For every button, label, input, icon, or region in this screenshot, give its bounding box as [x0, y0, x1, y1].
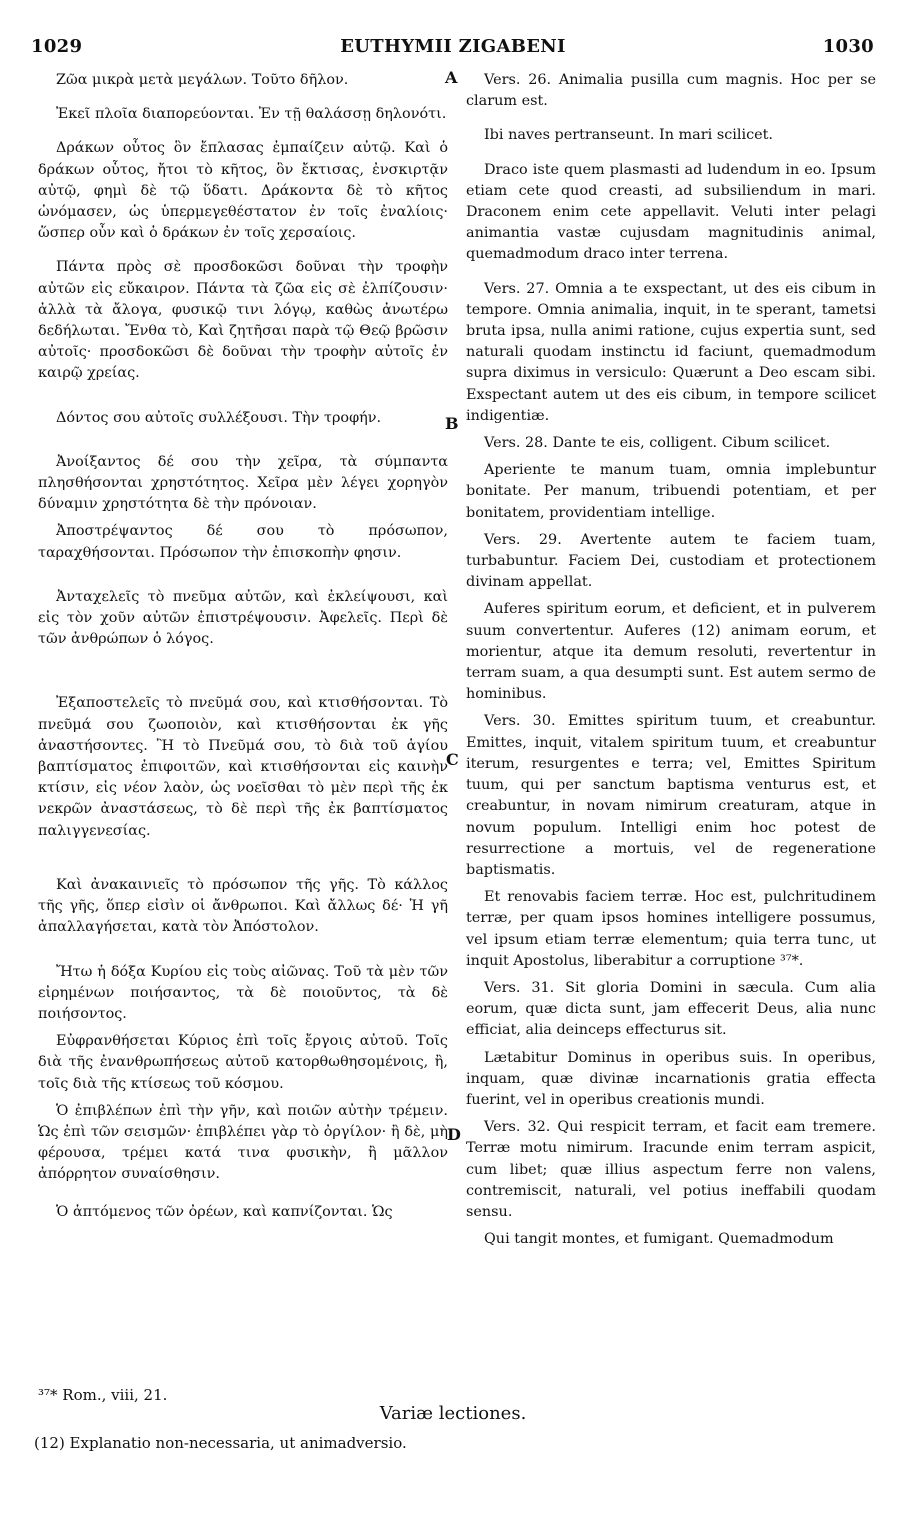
latin-paragraph: Et renovabis faciem terræ. Hoc est, pulchritudinem terræ, per quam ipsos homines intelligere possumus, vel ipsum etiam terræ elementum; quia terra tunc, ut inquit Apostolus, liberabitur a corruptione ³⁷*.: [466, 889, 876, 969]
latin-paragraph: Ibi naves pertranseunt. In mari scilicet.: [484, 127, 774, 144]
greek-paragraph: Ἀνταχελεῖς τὸ πνεῦμα αὐτῶν, καὶ ἐκλείψουσι, καὶ εἰς τὸν χοῦν αὐτῶν ἐπιστρέψουσιν. Ἀφελεῖς. Περὶ δὲ τῶν ἀνθρώπων ὁ λόγος.: [38, 588, 448, 648]
spacer: [38, 577, 448, 587]
page-number-left: 1029: [31, 36, 83, 57]
latin-paragraph: Vers. 31. Sit gloria Domini in sæcula. Cum alia eorum, quæ dicta sunt, jam effecerit Deus, alia nunc efficiat, alia deinceps effecturus sit.: [466, 979, 876, 1039]
greek-paragraph: Ὁ ἐπιβλέπων ἐπὶ τὴν γῆν, καὶ ποιῶν αὐτὴν τρέμειν. Ὡς ἐπὶ τῶν σεισμῶν· ἐπιβλέπει γὰρ τὸ ὀργίλον· ἢ δὲ, μὴ φέρουσα, τρέμει κατά τινα φυσικὴν, ἢ μᾶλλον ἀπόρρητον συναίσθησιν.: [38, 1102, 448, 1183]
greek-paragraph: Ζῶα μικρὰ μετὰ μεγάλων. Τοῦτο δῆλον.: [56, 72, 349, 88]
latin-paragraph: Lætabitur Dominus in operibus suis. In operibus, inquam, quæ divinæ incarnationis gratia effecta fuerint, vel in operibus creationis mundi.: [466, 1049, 876, 1108]
latin-paragraph: Vers. 30. Emittes spiritum tuum, et creabuntur. Emittes, inquit, vitalem spiritum tuum, et creabuntur iterum, resurgentes e terra; vel, Emittes Spiritum tuum, qui per sanctum baptisma venturus est, et creabuntur, in novam nimirum creaturam, atque in novum populum. Intelligi enim hoc potest de resurrectione a mortuis, vel de regeneratione baptismatis.: [466, 713, 876, 878]
latin-paragraph: Aperiente te manum tuam, omnia implebuntur bonitate. Per manum, tribuendi potentiam, et per bonitatem, providentiam intellige.: [466, 462, 876, 521]
latin-paragraph: Vers. 27. Omnia a te exspectant, ut des eis cibum in tempore. Omnia animalia, inquit, in te sperant, tametsi bruta ipsa, nulla animi ratione, cujus expertia sunt, sed naturali quodam instinctu id faciunt, quemadmodum supra diximus in versiculo: Quærunt a Deo escam sibi. Exspectant autem ut des eis cibum, in tempore scilicet indigentiæ.: [466, 280, 876, 424]
greek-paragraph: Ἐξαποστελεῖς τὸ πνεῦμά σου, καὶ κτισθήσονται. Τὸ πνεῦμά σου ζωοποιὸν, καὶ κτισθήσονται ἐκ γῆς ἀναστήσοντες. Ἢ τὸ Πνεῦμά σου, τὸ διὰ τοῦ ἁγίου βαπτίσματος ἐπιφοιτῶν, καὶ κτισθήσονται εἰς καινὴν κτίσιν, εἰς νέον λαὸν, ὡς νοεῖσθαι τὸ μὲν περὶ τῆς ἐκ νεκρῶν ἀναστάσεως, τὸ δὲ περὶ τῆς ἐκ βαπτίσματος παλιγγενεσίας.: [38, 695, 448, 839]
greek-paragraph: Καὶ ἀνακαινιεῖς τὸ πρόσωπον τῆς γῆς. Τὸ κάλλος τῆς γῆς, ὅπερ εἰσὶν οἱ ἄνθρωποι. Καὶ ἄλλως δέ· Ἡ γῆ ἀπαλλαγήσεται, κατὰ τὸν Ἀπόστολον.: [38, 876, 448, 936]
section-marker-c: C: [446, 750, 459, 769]
latin-paragraph: Vers. 32. Qui respicit terram, et facit eam tremere. Terræ motu nimirum. Iracunde enim terram aspicit, cum libet; quæ illius aspectum ferre non valens, contremiscit, naturali, vel potius ineffabili quodam sensu.: [466, 1119, 876, 1220]
spacer: [38, 663, 448, 693]
footnote: ³⁷* Rom., viii, 21.: [38, 1386, 168, 1404]
greek-paragraph: Δράκων οὗτος ὃν ἔπλασας ἐμπαίζειν αὐτῷ. Καὶ ὁ δράκων οὗτος, ἤτοι τὸ κῆτος, ὃν ἔκτισας, ἐνσκιρτᾷν αὐτῷ, φημὶ δὲ τῷ ὕδατι. Δράκοντα δὲ τὸ κῆτος ὠνόμασεν, ὡς ὑπερμεγεθέστατον ἐν τοῖς ἐναλίοις· ὥσπερ οὖν καὶ ὁ δράκων ἐν τοῖς χερσαίοις.: [38, 140, 448, 242]
latin-column: [466, 70, 876, 1250]
greek-paragraph: Ἤτω ἡ δόξα Κυρίου εἰς τοὺς αἰῶνας. Τοῦ τὰ μὲν τῶν εἰρημένων ποιήσαντος, τὰ δὲ ποιοῦντος, τὰ δὲ ποιήσοντος.: [38, 963, 448, 1022]
spacer: [38, 442, 448, 452]
latin-paragraph: Draco iste quem plasmasti ad ludendum in eo. Ipsum etiam cete quod creasti, ad subsiliendum in mari. Draconem enim cete appellavit. Veluti inter pelagi animantia vastæ cujusdam magnitudinis animal, quemadmodum draco inter terrena.: [466, 161, 876, 263]
greek-column: [38, 70, 448, 1223]
greek-paragraph: Ἀποστρέψαντος δέ σου τὸ πρόσωπον, ταραχθήσονται. Πρόσωπον τὴν ἐπισκοπὴν φησιν.: [38, 523, 448, 561]
latin-paragraph: Vers. 26. Animalia pusilla cum magnis. Hoc per se clarum est.: [466, 72, 876, 110]
latin-paragraph: Vers. 29. Avertente autem te faciem tuam, turbabuntur. Faciem Dei, custodiam et protectionem divinam appellat.: [466, 531, 876, 591]
latin-paragraph: Vers. 28. Dante te eis, colligent. Cibum scilicet.: [484, 435, 831, 452]
greek-paragraph: Ἐκεῖ πλοῖα διαπορεύονται. Ἐν τῇ θαλάσσῃ δηλονότι.: [56, 106, 447, 123]
latin-paragraph: Qui tangit montes, et fumigant. Quemadmodum: [484, 1231, 834, 1248]
variae-lectiones-title: Variæ lectiones.: [379, 1403, 527, 1424]
section-marker-b: B: [445, 414, 459, 433]
greek-paragraph: Ὁ ἁπτόμενος τῶν ὀρέων, καὶ καπνίζονται. Ὡς: [56, 1203, 393, 1220]
variae-lectiones-note: (12) Explanatio non-necessaria, ut animadversio.: [34, 1434, 407, 1452]
greek-paragraph: Ἀνοίξαντος δέ σου τὴν χεῖρα, τὰ σύμπαντα πλησθήσονται χρηστότητος. Χεῖρα μὲν λέγει χορηγὸν δύναμιν χρηστότητα δὲ τὴν πρόνοιαν.: [38, 453, 448, 513]
latin-paragraph: Auferes spiritum eorum, et deficient, et in pulverem suum convertentur. Auferes (12) animam eorum, et morientur, atque ita demum resoluti, revertentur in terram suam, a qua desumpti sunt. Est autem sermo de hominibus.: [466, 601, 876, 703]
page-number-right: 1030: [822, 36, 874, 57]
running-title: EUTHYMII ZIGABENI: [340, 36, 566, 57]
spacer: [38, 855, 448, 875]
spacer: [38, 398, 448, 408]
spacer: [38, 1192, 448, 1202]
section-marker-a: A: [445, 68, 458, 87]
greek-paragraph: Δόντος σου αὐτοῖς συλλέξουσι. Τὴν τροφήν.: [56, 409, 382, 426]
section-marker-d: D: [447, 1125, 461, 1144]
greek-paragraph: Πάντα πρὸς σὲ προσδοκῶσι δοῦναι τὴν τροφὴν αὐτῶν εἰς εὔκαιρον. Πάντα τὰ ζῶα εἰς σὲ ἐλπίζουσιν· ἀλλὰ τὰ ἄλογα, φυσικῷ τινι λόγῳ, καθὼς ἀνωτέρω δεδήλωται. Ἔνθα τὸ, Καὶ ζητῆσαι παρὰ τῷ Θεῷ βρῶσιν αὐτοῖς· προσδοκῶσι δὲ δοῦναι τὴν τροφὴν αὐτοῖς ἐν καιρῷ χρείας.: [38, 259, 448, 382]
spacer: [38, 952, 448, 962]
greek-paragraph: Εὐφρανθήσεται Κύριος ἐπὶ τοῖς ἔργοις αὐτοῦ. Τοῖς διὰ τῆς ἐνανθρωπήσεως αὐτοῦ κατορθωθησομένοις, ἢ, τοῖς διὰ τῆς κτίσεως τοῦ κόσμου.: [38, 1033, 448, 1092]
